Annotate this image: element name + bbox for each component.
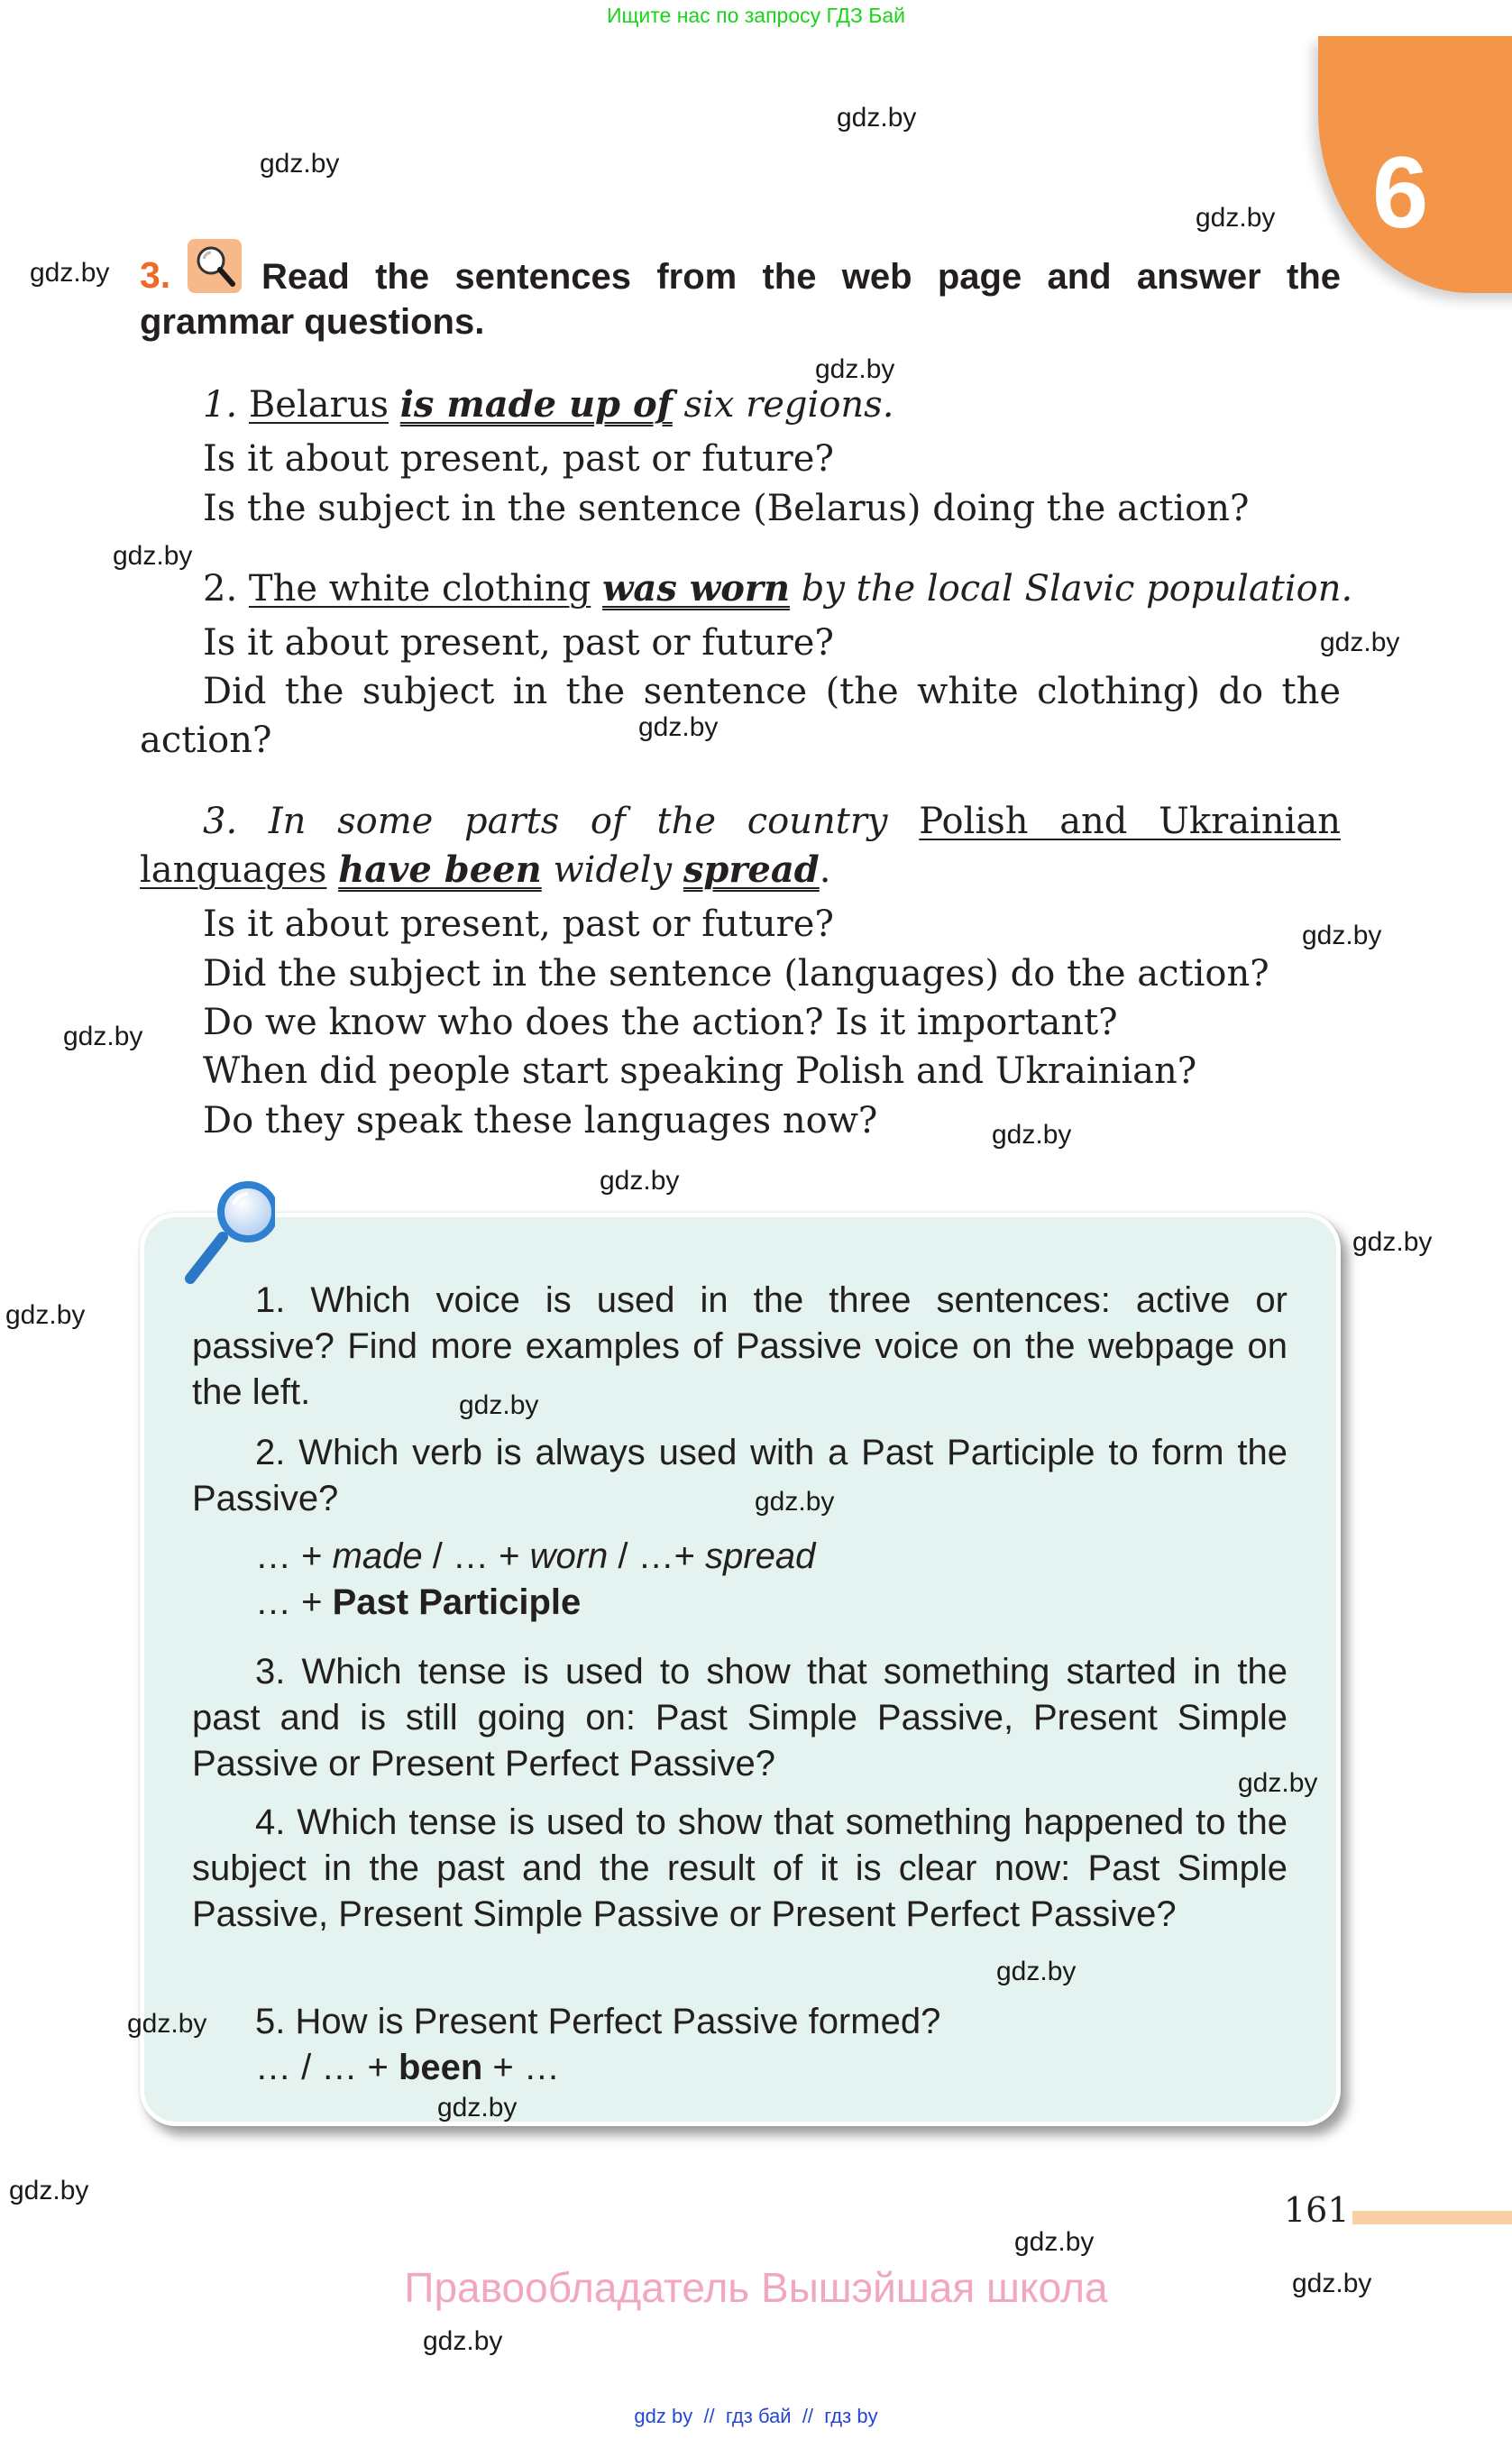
watermark: gdz.by — [63, 1022, 143, 1051]
formula-examples — [255, 1534, 815, 1580]
exercise-number: 3. — [140, 254, 171, 296]
watermark: gdz.by — [837, 103, 917, 133]
formula-part: … + — [255, 1536, 333, 1576]
watermark: gdz.by — [1302, 921, 1382, 950]
watermark: gdz.by — [1014, 2227, 1095, 2257]
sentence-rest: six regions. — [683, 384, 894, 426]
sentence-number: 2. — [203, 568, 238, 610]
question: Is it about present, past or future? — [203, 622, 834, 664]
sentence-1 — [203, 381, 893, 429]
sentence-3-line-1 — [203, 797, 1341, 846]
sentence-2 — [203, 564, 1352, 613]
sentence-verb: is made up of — [399, 383, 673, 426]
formula-part: … + — [255, 1582, 333, 1622]
page-number: 161 — [1284, 2190, 1350, 2230]
watermark: gdz.by — [992, 1120, 1072, 1150]
question: Is it about present, past or future? — [203, 903, 834, 945]
sentence-subject: The white clothing — [248, 568, 591, 610]
question: Do we know who does the action? Is it important? — [203, 1002, 1118, 1043]
box-question-5-text: 5. How is Present Perfect Passive formed? — [255, 2002, 941, 2041]
watermark: gdz.by — [755, 1487, 835, 1517]
page-number-bar — [1352, 2211, 1512, 2224]
unit-tab — [1318, 36, 1512, 293]
sentence-end: . — [819, 849, 831, 891]
watermark: gdz.by — [1238, 1768, 1318, 1798]
watermark: gdz.by — [1196, 203, 1276, 233]
copyright-notice: Правообладатель Вышэйшая школа — [404, 2264, 1108, 2311]
watermark: gdz.by — [1352, 1227, 1433, 1257]
watermark: gdz.by — [30, 258, 110, 288]
question: When did people start speaking Polish and Ukrainian? — [203, 1050, 1197, 1092]
formula-bold: Past Participle — [332, 1582, 582, 1622]
sentence-number: 1. — [203, 384, 238, 426]
unit-number: 6 — [1372, 136, 1429, 249]
box-question-4-text: 4. Which tense is used to show that something happened to the subject in the past and the result of it is clear now: Past Simple Passive, Present Simple Passive or Present Perfect Passive? — [192, 1802, 1287, 1934]
watermark: gdz.by — [600, 1166, 680, 1196]
watermark: gdz.by — [638, 712, 719, 742]
sentence-3-line-2 — [140, 846, 830, 894]
question: Did the subject in the sentence (languages) do the action? — [203, 953, 1269, 995]
watermark: gdz.by — [5, 1300, 86, 1330]
box-question-3 — [192, 1649, 1287, 1787]
sentence-adverb: widely — [553, 849, 673, 891]
box-question-5 — [192, 1999, 1287, 2045]
watermark: gdz.by — [260, 149, 340, 179]
formula-present-perfect-passive — [255, 2045, 560, 2091]
formula-part: + … — [482, 2048, 560, 2087]
sentence-verb: have been — [338, 848, 542, 891]
watermark: gdz.by — [113, 541, 193, 571]
sentence-number: 3. — [203, 801, 238, 842]
watermark: gdz.by — [815, 354, 895, 384]
magnifier-icon — [176, 1172, 275, 1289]
watermark: gdz.by — [996, 1957, 1077, 1986]
magnifier-icon — [188, 239, 242, 293]
sentence-subject: Belarus — [248, 384, 389, 426]
watermark: gdz.by — [437, 2093, 518, 2123]
watermark: gdz.by — [423, 2326, 503, 2356]
question: Do they speak these languages now? — [203, 1100, 878, 1142]
watermark: gdz.by — [1320, 628, 1400, 657]
formula-spread: spread — [705, 1536, 816, 1576]
exercise-instruction — [140, 254, 1341, 344]
instruction-line-1: Read the sentences from the web page and answer the — [261, 257, 1341, 297]
watermark: gdz.by — [459, 1390, 539, 1420]
formula-part: / … + — [422, 1536, 530, 1576]
sentence-subject: languages — [140, 849, 327, 891]
sentence-rest: by the local Slavic population. — [801, 568, 1353, 610]
formula-made: made — [332, 1536, 423, 1576]
top-banner: Ищите нас по запросу ГДЗ Бай — [606, 4, 906, 27]
formula-part: / …+ — [608, 1536, 706, 1576]
question: Is the subject in the sentence (Belarus) doing the action? — [203, 488, 1250, 529]
watermark: gdz.by — [1292, 2269, 1372, 2298]
sentence-intro: In some parts of the country — [268, 801, 888, 842]
sentence-subject: Polish and Ukrainian — [919, 801, 1341, 842]
box-question-3-text: 3. Which tense is used to show that something started in the past and is still going on: Past Simple Passive, Present Simple Passive or Present Perfect Passive? — [192, 1652, 1287, 1783]
sentence-verb: was worn — [601, 567, 791, 610]
sentence-verb: spread — [683, 848, 820, 891]
box-question-1-text: 1. Which voice is used in the three sentences: active or passive? Find more examples of Passive voice on the webpage on the left. — [192, 1280, 1287, 1412]
formula-been: been — [398, 2048, 483, 2087]
box-question-4 — [192, 1800, 1287, 1938]
watermark: gdz.by — [127, 2009, 207, 2039]
question: Did the subject in the sentence (the white clothing) do the — [203, 671, 1341, 712]
question: Is it about present, past or future? — [203, 438, 834, 480]
formula-part: … / … + — [255, 2048, 399, 2087]
question-continued: action? — [140, 720, 272, 761]
formula-past-participle — [255, 1580, 581, 1626]
box-question-1 — [192, 1278, 1287, 1416]
instruction-line-2: grammar questions. — [140, 302, 485, 342]
footer-links[interactable]: gdz by // гдз бай // гдз by — [634, 2405, 878, 2427]
box-question-2 — [192, 1430, 1287, 1522]
watermark: gdz.by — [9, 2176, 89, 2205]
formula-worn: worn — [529, 1536, 609, 1576]
box-question-2-text: 2. Which verb is always used with a Past Participle to form the Passive? — [192, 1433, 1287, 1518]
